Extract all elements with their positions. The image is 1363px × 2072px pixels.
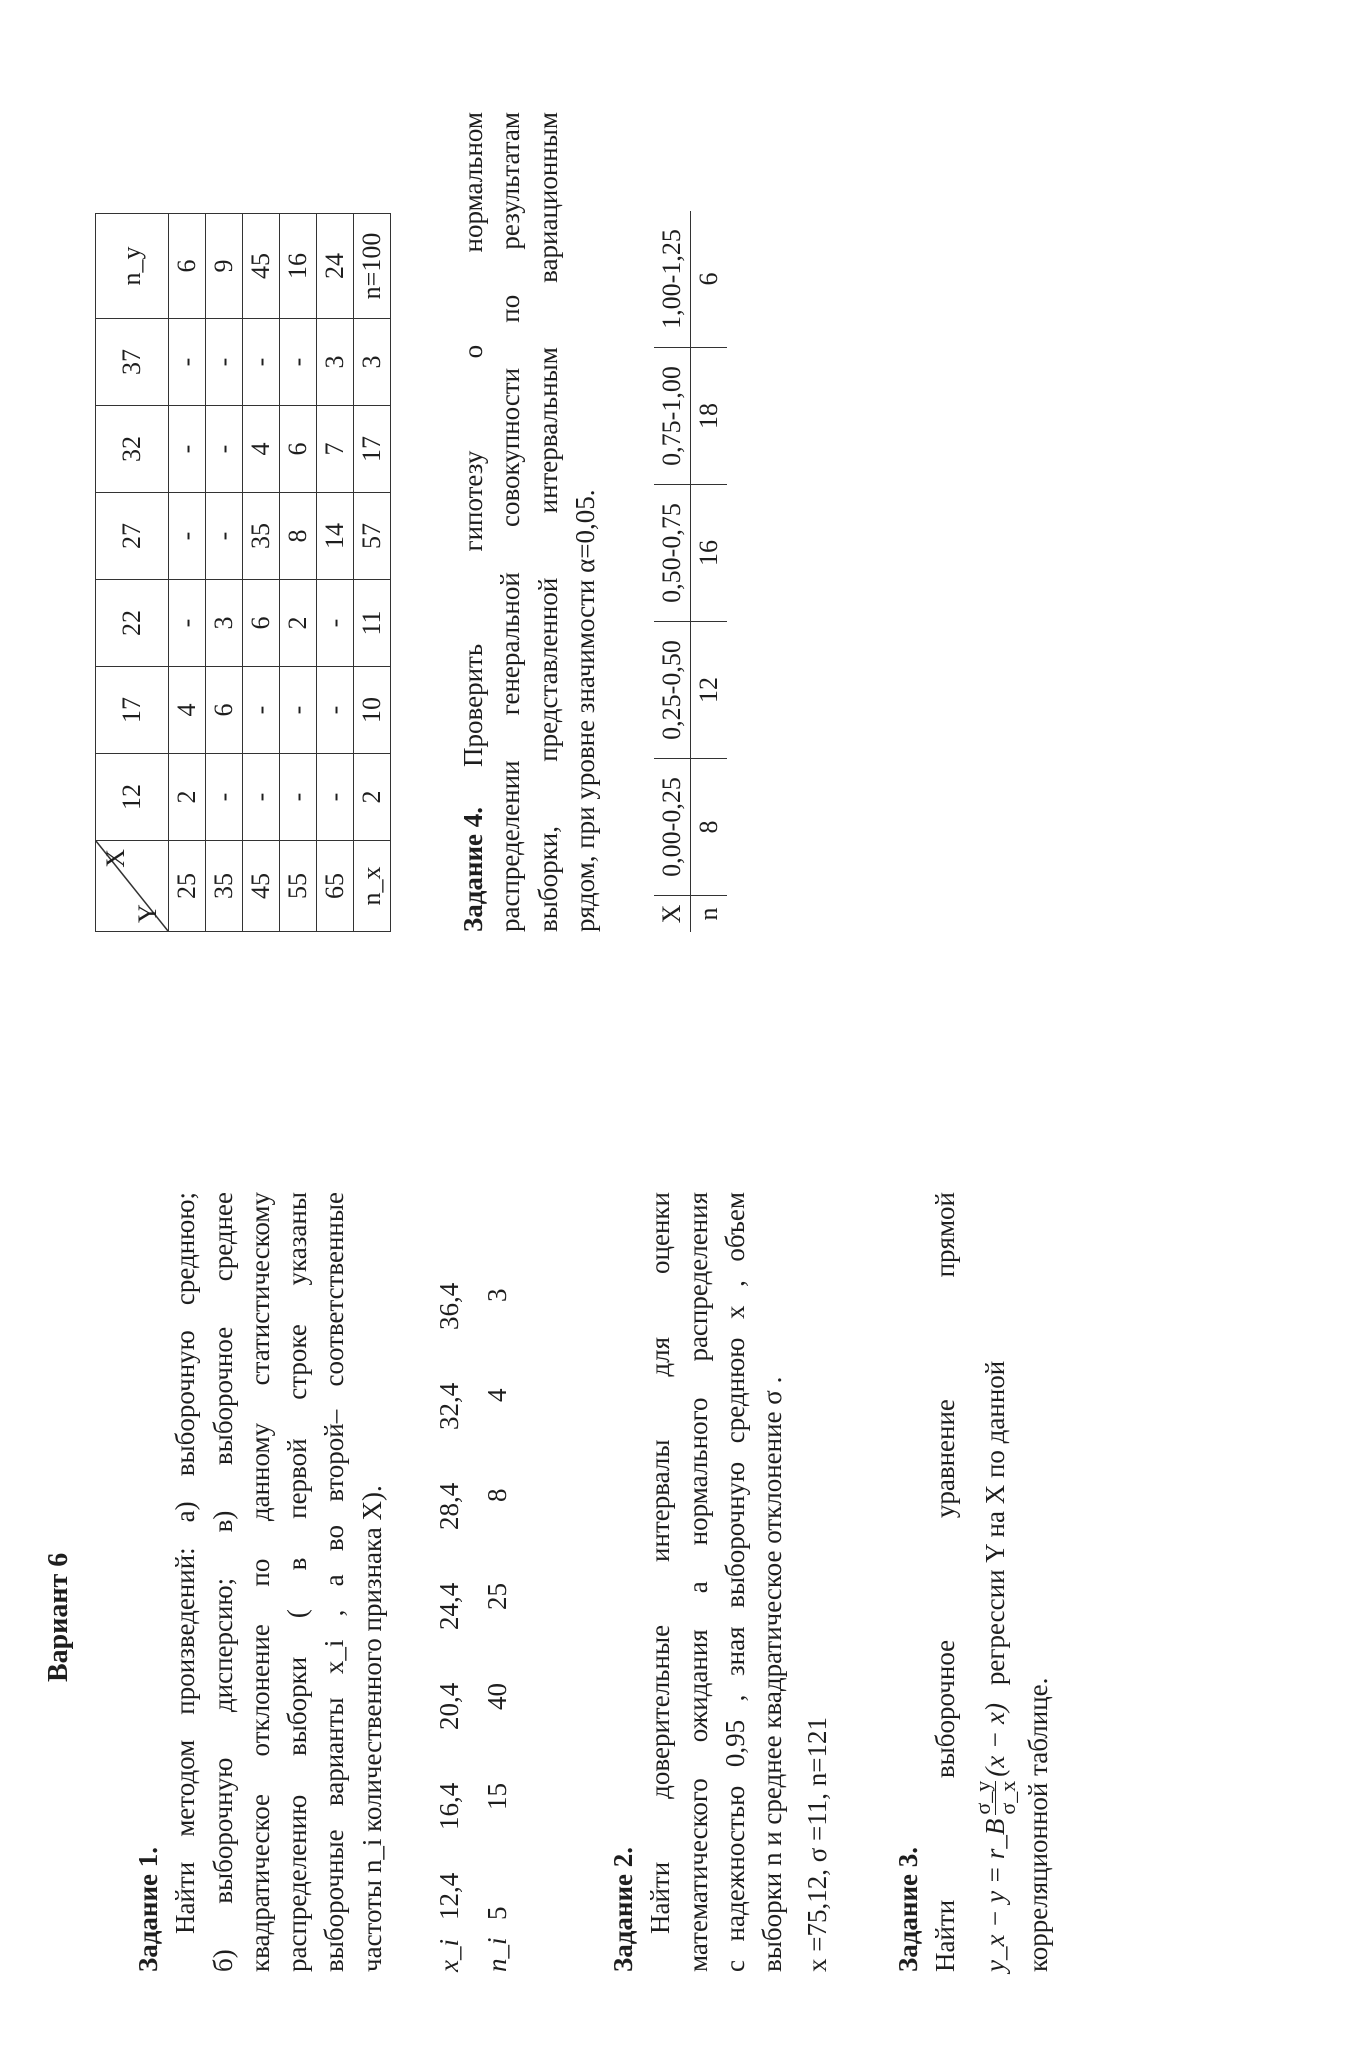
n-value: 4 — [481, 1388, 512, 1402]
table-cell: 6 — [280, 406, 317, 493]
task4-line: рядом, при уровне значимости α=0,05. — [569, 489, 600, 932]
table-cell: - — [169, 319, 206, 406]
fraction-numerator: σ_y — [969, 1780, 995, 1815]
table-cell: 7 — [317, 406, 354, 493]
task2-heading: Задание 2. — [608, 1846, 638, 1972]
task1-distribution — [431, 1212, 527, 1972]
table-cell: - — [169, 580, 206, 667]
table-cell: - — [243, 319, 280, 406]
count-value: 8 — [691, 759, 728, 896]
page-title: Вариант 6 — [43, 1552, 74, 1682]
interval-row — [654, 211, 691, 932]
count-value: 16 — [691, 485, 728, 622]
ny-value: 16 — [280, 214, 317, 319]
y-value: 55 — [280, 841, 317, 932]
task1-line: квадратическое отклонение по данному статистическому — [244, 1192, 275, 1972]
interval-value: 0,00-0,25 — [654, 759, 691, 896]
table-header-row — [96, 214, 169, 932]
x-header: 12 — [96, 754, 169, 841]
table-cell: 35 — [243, 493, 280, 580]
table-cell: 6 — [243, 580, 280, 667]
x-value: 16,4 — [433, 1782, 464, 1830]
table-row-nx — [354, 214, 391, 932]
table-cell: - — [243, 667, 280, 754]
count-value: 12 — [691, 622, 728, 759]
task2-given: x =75,12, σ =11, n=121 — [802, 1717, 833, 1972]
table-cell: - — [280, 319, 317, 406]
task1-line: распределению выборки ( в первой строке указаны — [282, 1192, 312, 1972]
n-value: 15 — [481, 1783, 512, 1810]
task1-n-row — [479, 1212, 527, 1972]
table-cell: 14 — [317, 493, 354, 580]
interval-value: 0,25-0,50 — [654, 622, 691, 759]
task4-line: распределении генеральной совокупности по результатам — [495, 112, 526, 932]
task1-line: Найти методом произведений: а) выборочную среднюю; — [170, 1192, 201, 1934]
task2-line: Найти доверительные интервалы для оценки — [645, 1192, 676, 1934]
table-cell: 3 — [206, 580, 243, 667]
nx-value: 11 — [354, 580, 391, 667]
n-value: 8 — [481, 1488, 512, 1502]
corner-cell — [96, 841, 169, 932]
table-cell: - — [206, 754, 243, 841]
ny-value: 24 — [317, 214, 354, 319]
task4-line: выборки, представленной интервальным вариационным — [532, 112, 563, 932]
task1-line: б) выборочную дисперсию; в) выборочное среднее — [207, 1192, 238, 1972]
table-cell: - — [169, 406, 206, 493]
y-value: 45 — [243, 841, 280, 932]
table-cell: - — [169, 493, 206, 580]
task4-block — [455, 112, 727, 932]
ny-header: n_y — [96, 214, 169, 319]
table-cell: - — [280, 754, 317, 841]
task1-block — [130, 1192, 527, 1972]
table-cell: 2 — [169, 754, 206, 841]
table-cell: 3 — [317, 319, 354, 406]
table-cell: - — [317, 754, 354, 841]
nx-value: 2 — [354, 754, 391, 841]
regression-formula-fraction — [971, 1781, 1020, 1815]
nx-value: 57 — [354, 493, 391, 580]
task3-line: Найти выборочное уравнение прямой — [930, 1192, 961, 1972]
interval-value: 0,50-0,75 — [654, 485, 691, 622]
count-value: 6 — [691, 211, 728, 348]
n-value: 3 — [481, 1288, 512, 1302]
task3-heading: Задание 3. — [893, 1846, 923, 1972]
n-value: 5 — [481, 1906, 512, 1920]
task4-line: Проверить гипотезу о нормальном — [458, 112, 488, 767]
x-value: 24,4 — [433, 1582, 464, 1630]
regression-formula-left: y_x − y = r_B — [979, 1818, 1010, 1972]
task3-line: корреляционной таблице. — [1022, 1677, 1053, 1972]
n-label: n — [694, 907, 724, 921]
nx-value: 17 — [354, 406, 391, 493]
x-value: 36,4 — [433, 1282, 464, 1330]
table-cell: - — [317, 667, 354, 754]
x-header: 27 — [96, 493, 169, 580]
task2-line: с надежностью 0,95 , зная выборочную среднюю x , объем — [719, 1192, 750, 1972]
table-cell: 4 — [243, 406, 280, 493]
corner-y-label: Y — [133, 904, 163, 923]
table-cell: 4 — [169, 667, 206, 754]
table-row — [243, 214, 280, 932]
table-row — [317, 214, 354, 932]
regression-formula-right: (x − x) — [979, 1703, 1010, 1777]
task1-heading: Задание 1. — [133, 1846, 163, 1972]
x-header: 17 — [96, 667, 169, 754]
task1-line: частоты n_i количественного признака X). — [356, 1485, 387, 1972]
y-value: 65 — [317, 841, 354, 932]
ny-value: 45 — [243, 214, 280, 319]
x-header: 32 — [96, 406, 169, 493]
count-value: 18 — [691, 348, 728, 485]
table-cell: 2 — [280, 580, 317, 667]
table-row — [169, 214, 206, 932]
y-value: 35 — [206, 841, 243, 932]
table-cell: - — [206, 319, 243, 406]
table-cell: - — [317, 580, 354, 667]
table-cell: - — [206, 406, 243, 493]
table-row — [280, 214, 317, 932]
n-value: 40 — [481, 1683, 512, 1710]
correlation-table — [95, 213, 391, 932]
nx-value: 10 — [354, 667, 391, 754]
x-header: 37 — [96, 319, 169, 406]
x-label: X — [654, 896, 691, 933]
correlation-table-wrap — [95, 213, 391, 932]
interval-value: 1,00-1,25 — [654, 211, 691, 348]
table-cell: - — [280, 667, 317, 754]
task2-line: выборки n и среднее квадратическое отклонение σ . — [757, 1376, 787, 1972]
nx-label: n_x — [354, 841, 391, 932]
task1-line: выборочные варианты x_i , а во второй– соответственные — [319, 1192, 350, 1972]
table-cell: 8 — [280, 493, 317, 580]
task3-block — [890, 1192, 1057, 1972]
n-i-label: n_i — [481, 1937, 512, 1972]
x-header: 22 — [96, 580, 169, 667]
interval-value: 0,75-1,00 — [654, 348, 691, 485]
n-total: n=100 — [354, 214, 391, 319]
fraction-denominator: σ_x — [994, 1780, 1020, 1815]
table-cell: 6 — [206, 667, 243, 754]
x-value: 32,4 — [433, 1382, 464, 1430]
x-value: 12,4 — [433, 1872, 464, 1920]
task2-line: математического ожидания а нормального распределения — [682, 1192, 713, 1972]
table-row — [206, 214, 243, 932]
table-cell: - — [206, 493, 243, 580]
task2-block — [605, 1192, 837, 1972]
ny-value: 9 — [206, 214, 243, 319]
x-i-label: x_i — [433, 1939, 464, 1972]
y-value: 25 — [169, 841, 206, 932]
task4-heading: Задание 4. — [458, 806, 488, 932]
corner-x-label: X — [101, 849, 130, 868]
interval-distribution-table — [654, 211, 727, 932]
task3-formula-line — [971, 1192, 1020, 1972]
task3-line-rest: регрессии Y на X по данной — [979, 1360, 1010, 1686]
x-value: 28,4 — [433, 1482, 464, 1530]
task1-x-row — [431, 1212, 479, 1972]
nx-value: 3 — [354, 319, 391, 406]
x-value: 20,4 — [433, 1682, 464, 1730]
task4-first-line — [455, 112, 492, 932]
count-row — [691, 211, 728, 932]
n-value: 25 — [481, 1583, 512, 1610]
table-cell: - — [243, 754, 280, 841]
ny-value: 6 — [169, 214, 206, 319]
